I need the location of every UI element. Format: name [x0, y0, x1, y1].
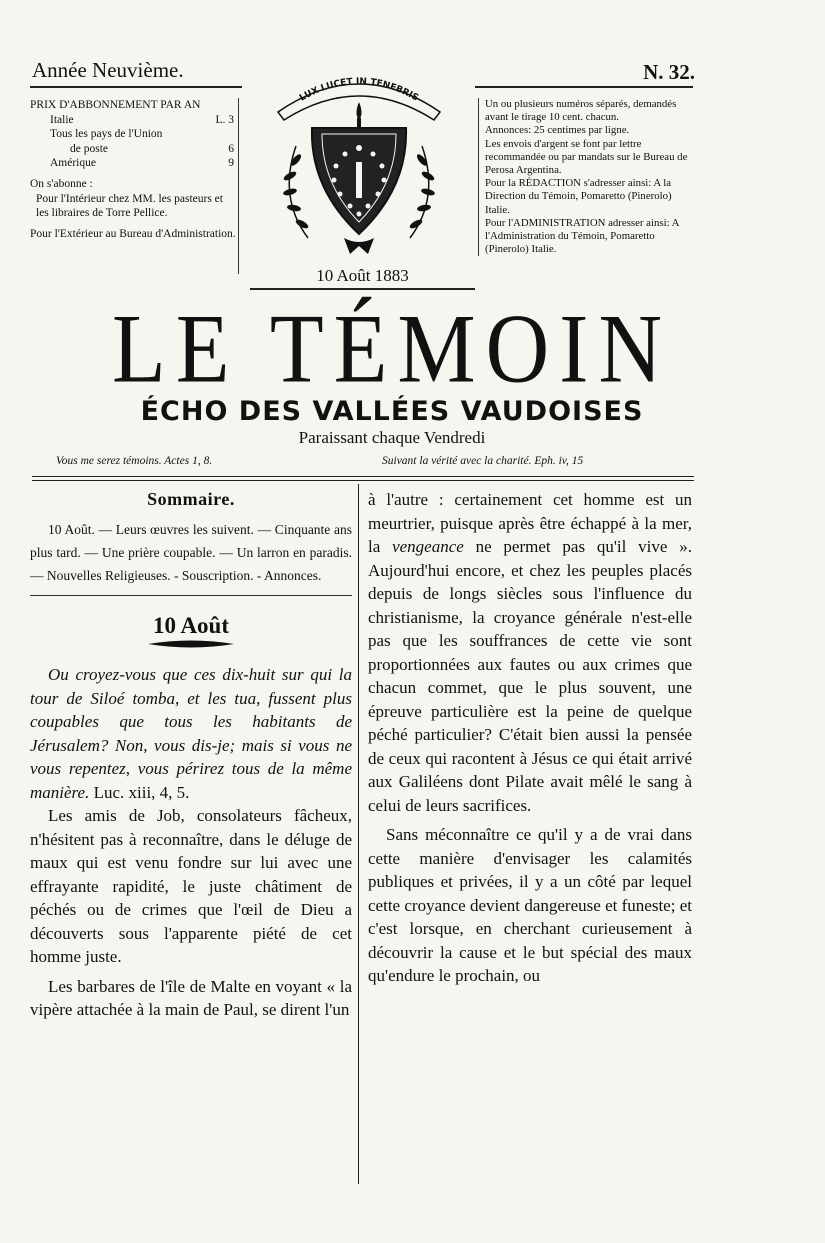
masthead-rule — [32, 476, 694, 481]
issue-number: N. 32. — [643, 60, 695, 84]
subscription-heading: PRIX D'ABBONNEMENT PAR AN — [30, 99, 201, 111]
price-value: L. 3 — [215, 113, 234, 126]
article-epigraph — [30, 663, 352, 804]
left-box-top-rule — [30, 86, 242, 88]
price-row — [30, 142, 238, 157]
notice-redaction: Pour la RÉDACTION s'adresser ainsi: A la Direction du Témoin, Pomaretto (Pinerolo) Italie. — [485, 177, 672, 216]
year-label: Année Neuvième. — [32, 58, 184, 82]
paragraph-italic-word: vengeance — [392, 537, 464, 556]
notices-box — [478, 98, 697, 256]
price-row — [30, 127, 238, 142]
notice-administration: Pour l'ADMINISTRATION adresser ainsi: A l'Administration du Témoin, Pomaretto (Pinerolo) Italie. — [485, 216, 679, 256]
price-place: Tous les pays de l'Union — [50, 128, 163, 141]
subscribe-interior: Pour l'Intérieur chez MM. les pasteurs et les libraires de Torre Pellice. — [36, 192, 223, 220]
epigraph-reference: Luc. xiii, 4, 5. — [93, 782, 190, 802]
paragraph-segment: ne permet pas qu'il vive ». Aujourd'hui encore, et chez les peuples placés depuis de longs siècles sous l'influence du christianisme, la croyance générale n'est-elle pas que les souffrances de cette vie sont proportionnées aux fautes ou aux crimes que chacun commet, que le plus souvent, une épreuve particulière est la peine de quelque péché particulier? C'était bien aussi la pensée de ceux qui racontent à Jésus ce qui était arrivé aux Galiléens dont Pilate avait mêlé le sang à celui de leurs sacrifices. — [368, 537, 692, 815]
subscribe-label: On s'abonne : — [30, 177, 93, 190]
sommaire-text: 10 Août. — Leurs œuvres les suivent. — Cinquante ans plus tard. — Une prière coupable. — Un larron en paradis. — Nouvelles Religieuses. - Souscription. - Annonces. — [30, 521, 352, 583]
paragraph-segment: à l'autre : certainement cet homme est un meurtrier, puisque après être échappé à la mer, la — [368, 490, 692, 556]
article-paragraph: Les barbares de l'île de Malte en voyant « la vipère attachée à la main de Paul, se dirent l'un — [30, 976, 352, 1019]
price-row — [30, 156, 238, 171]
subscribe-exterior: Pour l'Extérieur au Bureau d'Administration. — [30, 227, 236, 240]
newspaper-title: LE TÉMOIN — [111, 295, 673, 404]
publication-frequency: Paraissant chaque Vendredi — [298, 428, 486, 447]
price-place: Italie — [50, 113, 74, 126]
epigraph-text: Ou croyez-vous que ces dix-huit sur qui la tour de Siloé tomba, et les tua, fussent plus coupables que tous les habitants de Jérusalem? Non, vous dis-je; mais si vous ne vous repentez, vous périrez tous de la même manière. — [30, 665, 352, 802]
right-box-top-rule — [475, 86, 693, 88]
article-paragraph: Les amis de Job, consolateurs fâcheux, n'hésitent pas à reconnaître, dans le déluge de maux qui est venu fondre sur lui avec une effrayante rapidité, le juste châtiment de péchés ou de crimes que l'œil de Dieu a découverts sous l'apparente piété de cet homme juste. — [30, 806, 352, 966]
right-column — [368, 488, 692, 988]
issue-date: 10 Août 1883 — [316, 266, 409, 285]
article-paragraph: Sans méconnaître ce qu'il y a de vrai dans cette manière d'envisager les calamités publiques et privées, il y a un côté par lequel cette croyance devient dangereuse et funeste; et c'est lorsque, en cherchant curieusement à découvrir la cause et le but spécial des maux qu'endure le prochain, ou — [368, 825, 692, 985]
motto-right: Suivant la vérité avec la charité. Eph. iv, 15 — [382, 455, 584, 467]
price-value: 9 — [228, 157, 234, 170]
emblem-crest-icon — [248, 68, 470, 264]
article-title: 10 Août — [152, 612, 230, 638]
price-value: 6 — [228, 142, 234, 155]
title-ornament-icon — [146, 639, 236, 649]
notice-annonces: Annonces: 25 centimes par ligne. — [485, 124, 630, 137]
price-place: Amérique — [50, 157, 96, 170]
emblem-motto: LUX LUCET IN TENEBRIS — [298, 76, 420, 104]
subscription-box — [30, 98, 239, 274]
price-place: de poste — [70, 142, 109, 155]
newspaper-subtitle: ÉCHO DES VALLÉES VAUDOISES — [140, 396, 644, 427]
sommaire-rule — [30, 595, 352, 596]
column-divider — [358, 484, 359, 1184]
left-column — [30, 488, 352, 1022]
notice-numbers: Un ou plusieurs numéros séparés, demandés avant le tirage 10 cent. chacun. — [485, 98, 677, 124]
sommaire-title: Sommaire. — [147, 489, 235, 509]
date-rule — [250, 288, 475, 290]
motto-left: Vous me serez témoins. Actes 1, 8. — [56, 455, 213, 467]
price-row — [30, 113, 238, 128]
article-paragraph-continued — [368, 488, 692, 817]
notice-envois: Les envois d'argent se font par lettre recommandée ou par mandats sur le Bureau de Perosa Argentina. — [485, 137, 688, 177]
